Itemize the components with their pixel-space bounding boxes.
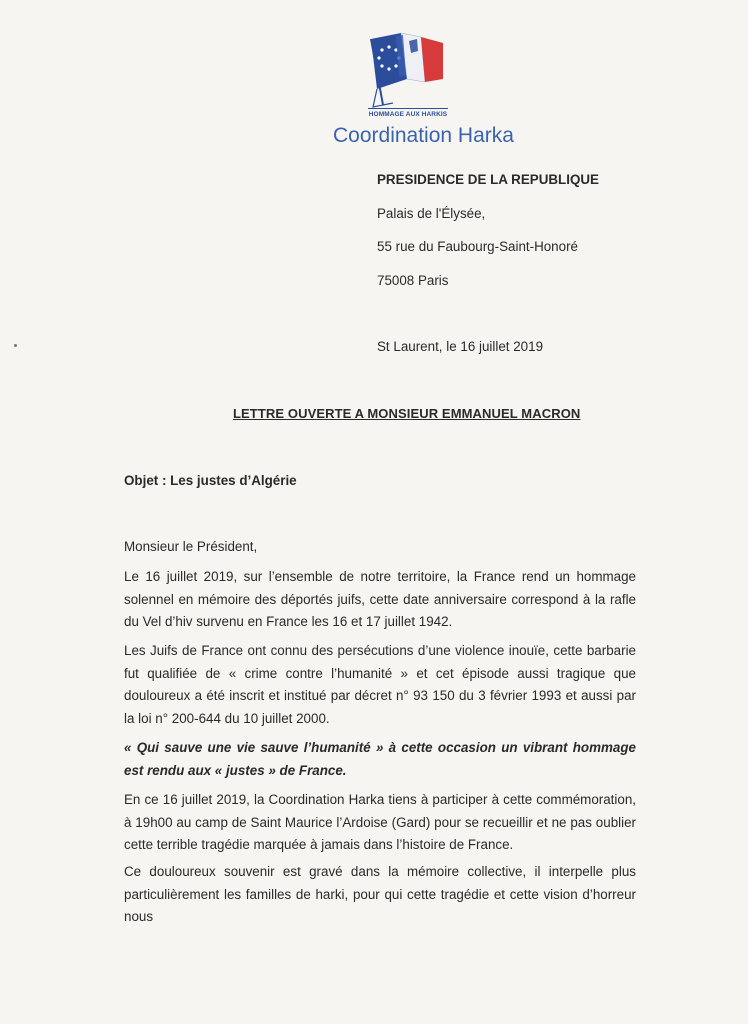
letter-title: LETTRE OUVERTE A MONSIEUR EMMANUEL MACRON bbox=[233, 406, 581, 421]
paper-speck bbox=[14, 344, 17, 347]
paragraph-2: Les Juifs de France ont connu des persécutions d’une violence inouïe, cette barbarie fut qualifiée de « crime contre l’humanité » et cet épisode aussi tragique que douloureux a été inscrit et institué par décret n° 93 150 du 3 février 1993 et aussi par la loi n° 200-644 du 10 juillet 2000. bbox=[124, 643, 636, 726]
recipient-line-3: 55 rue du Faubourg-Saint-Honoré bbox=[377, 239, 578, 254]
paragraph-5: Ce douloureux souvenir est gravé dans la mémoire collective, il interpelle plus particulièrement les familles de harki, pour qui cette tragédie et cette vision d’horreur nous bbox=[124, 864, 636, 924]
salutation: Monsieur le Président, bbox=[124, 539, 258, 554]
recipient-line-1: PRESIDENCE DE LA REPUBLIQUE bbox=[377, 172, 599, 187]
recipient-line-4: 75008 Paris bbox=[377, 273, 449, 288]
paragraph-1: Le 16 juillet 2019, sur l’ensemble de notre territoire, la France rend un hommage solennel en mémoire des déportés juifs, cette date anniversaire correspond à la rafle du Vel d’hiv survenu en France les 16 et 17 juillet 1942. bbox=[124, 569, 636, 629]
organization-name: Coordination Harka bbox=[333, 124, 514, 147]
paragraph-4: En ce 16 juillet 2019, la Coordination Harka tiens à participer à cette commémoration, à 19h00 au camp de Saint Maurice l’Ardoise (Gard) pour se recueillir et ne pas oublier cette terrible tragédie marquée à jamais dans l’histoire de France. bbox=[124, 792, 636, 852]
logo-caption: HOMMAGE AUX HARKIS bbox=[368, 108, 448, 121]
recipient-line-2: Palais de l'Élysée, bbox=[377, 206, 486, 221]
letter-subject: Objet : Les justes d’Algérie bbox=[124, 473, 297, 488]
place-date: St Laurent, le 16 juillet 2019 bbox=[377, 339, 544, 354]
paragraph-3: « Qui sauve une vie sauve l’humanité » à cette occasion un vibrant hommage est rendu aux « justes » de France. bbox=[124, 740, 636, 778]
